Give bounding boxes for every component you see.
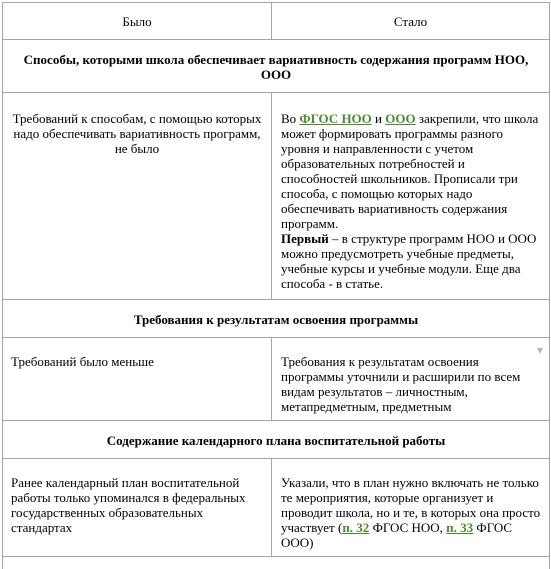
section-title-row [3,40,550,93]
after-text: Требования к результатам освоения программы уточнили и расширили по всем видам результатов – личностным, метапредметным, предметным [281,354,520,414]
column-header-before: Было [3,3,272,40]
column-header-after: Стало [272,3,550,40]
section-title-row [3,300,550,338]
triangle-down-icon[interactable]: ▼ [537,343,543,358]
empty-cell [3,557,550,569]
section-title: Содержание календарного плана воспитательной работы [3,421,550,459]
after-text: – в структуре программ НОО и ООО можно предусмотреть учебные предметы, учебные курсы и учебные модули. Еще два способа - в статье. [281,231,536,291]
p33-link[interactable]: п. 33 [446,520,473,535]
after-bold-text: Первый [281,231,329,246]
after-text: ФГОС ООО) [281,520,512,550]
after-text: и [372,111,385,126]
before-cell: Требований было меньше [3,338,272,421]
before-cell: Требований к способам, с помощью которых надо обеспечивать вариативность программ, не было [3,93,272,300]
table-header-row [3,3,550,40]
section-title: Способы, которыми школа обеспечивает вариативность содержания программ НОО, ООО [3,40,550,93]
after-text: Указали, что в план нужно включать не только те мероприятия, которые организует и проводит школа, но и те, в которых она просто участвует ( [281,475,540,535]
after-cell [272,459,550,557]
after-cell [272,93,550,300]
table-row [3,93,550,300]
table-row [3,459,550,557]
section-title-row [3,421,550,459]
p32-link[interactable]: п. 32 [342,520,369,535]
before-cell: Ранее календарный план воспитательной работы только упоминался в федеральных государственных образовательных стандартах [3,459,272,557]
table-row [3,557,550,569]
after-text: Во [281,111,299,126]
comparison-table [2,2,550,569]
after-text: закрепили, что школа может формировать программы разного уровня и направленности с учетом образовательных потребностей и способностей школьников. Прописали три способа, с помощью которых надо обеспечивать вариативность содержания программ. [281,111,538,231]
ooo-link[interactable]: ООО [385,111,415,126]
table-row [3,338,550,421]
fgos-noo-link[interactable]: ФГОС НОО [299,111,371,126]
after-text: ФГОС НОО, [369,520,446,535]
after-cell [272,338,550,421]
section-title: Требования к результатам освоения программы [3,300,550,338]
